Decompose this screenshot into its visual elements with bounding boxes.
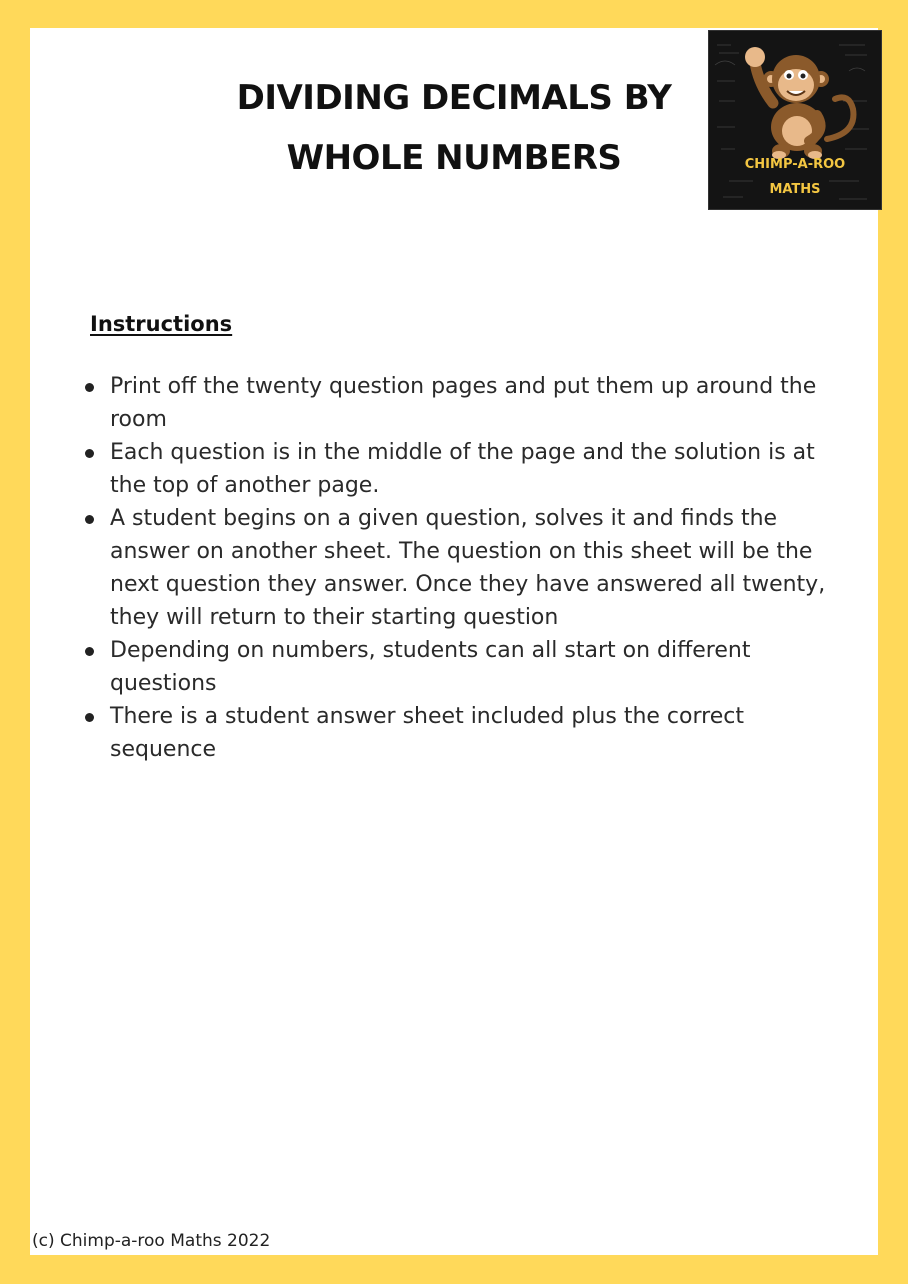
bullet-icon [85, 449, 94, 458]
worksheet-page [30, 28, 878, 1255]
bullet-icon [85, 713, 94, 722]
list-item [110, 502, 830, 634]
title-line-2: WHOLE NUMBERS [286, 138, 622, 178]
list-item-text: Print off the twenty question pages and put them up around the room [110, 374, 817, 432]
list-item [110, 436, 830, 502]
logo-text-line-2: MATHS [769, 182, 821, 197]
bullet-icon [85, 383, 94, 392]
list-item-text: A student begins on a given question, solves it and finds the answer on another sheet. The question on this sheet will be the next question they answer. Once they have answered all twenty, they will return to their starting question [110, 506, 826, 630]
bullet-icon [85, 515, 94, 524]
list-item [110, 370, 830, 436]
list-item [110, 700, 830, 766]
chimp-a-roo-logo [708, 30, 882, 210]
bullet-icon [85, 647, 94, 656]
logo-text-line-1: CHIMP-A-ROO [744, 157, 846, 172]
title-line-1: DIVIDING DECIMALS BY [236, 78, 672, 118]
instructions-list [110, 370, 830, 766]
list-item-text: Each question is in the middle of the page and the solution is at the top of another page. [110, 440, 815, 498]
list-item [110, 634, 830, 700]
list-item-text: Depending on numbers, students can all start on different questions [110, 638, 751, 696]
instructions-heading: Instructions [90, 312, 233, 336]
list-item-text: There is a student answer sheet included plus the correct sequence [110, 704, 744, 762]
copyright-footer: (c) Chimp-a-roo Maths 2022 [32, 1231, 271, 1251]
